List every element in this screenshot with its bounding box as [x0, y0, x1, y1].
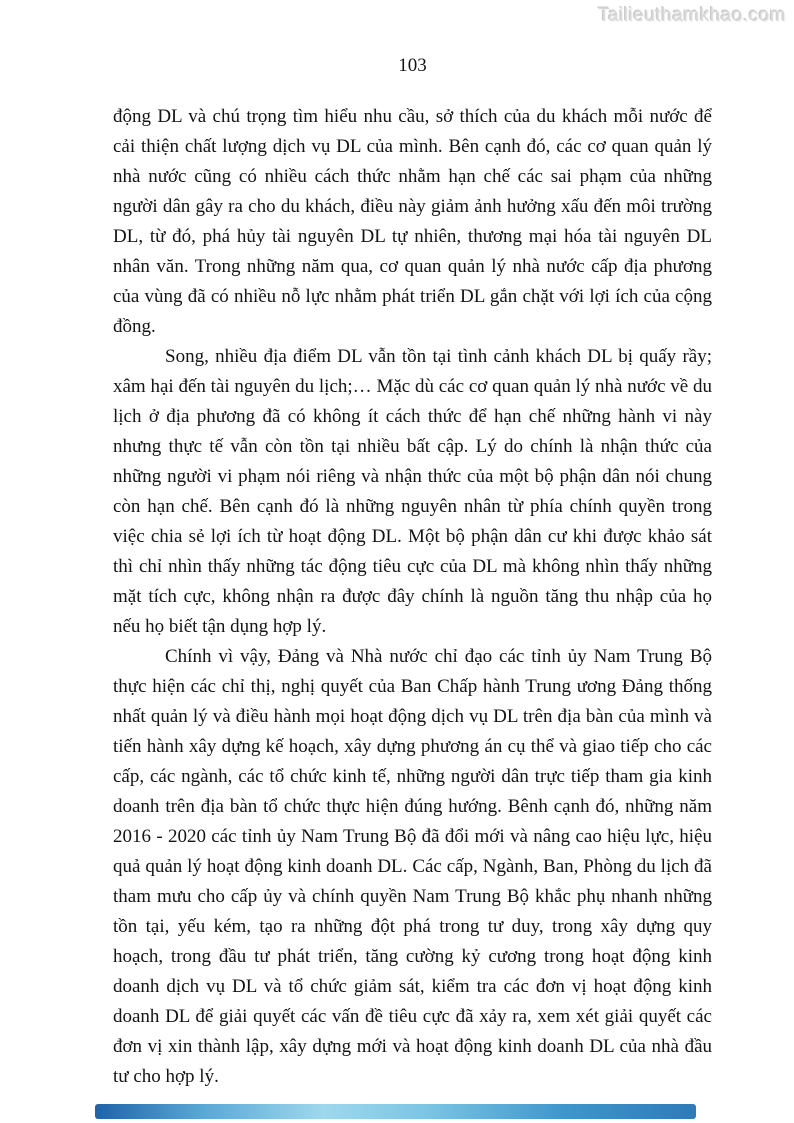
body-paragraph: động DL và chú trọng tìm hiểu nhu cầu, sở thích của du khách mỗi nước để cải thiện chất lượng dịch vụ DL của mình. Bên cạnh đó, các cơ quan quản lý nhà nước cũng có nhiều cách thức nhằm hạn chế các sai phạm của những người dân gây ra cho du khách, điều này giảm ảnh hưởng xấu đến môi trường DL, từ đó, phá hủy tài nguyên DL tự nhiên, thương mại hóa tài nguyên DL nhân văn. Trong những năm qua, cơ quan quản lý nhà nước cấp địa phương của vùng đã có nhiều nỗ lực nhằm phát triển DL gắn chặt với lợi ích của cộng đồng. [113, 106, 712, 337]
body-paragraph: Chính vì vậy, Đảng và Nhà nước chỉ đạo các tỉnh ủy Nam Trung Bộ thực hiện các chỉ thị, nghị quyết của Ban Chấp hành Trung ương Đảng thống nhất quản lý và điều hành mọi hoạt động dịch vụ DL trên địa bàn của mình và tiến hành xây dựng kế hoạch, xây dựng phương án cụ thể và giao tiếp cho các cấp, các ngành, các tổ chức kinh tế, những người dân trực tiếp tham gia kinh doanh trên địa bàn tổ chức thực hiện đúng hướng. Bênh cạnh đó, những năm 2016 - 2020 các tỉnh ủy Nam Trung Bộ đã đổi mới và nâng cao hiệu lực, hiệu quả quản lý hoạt động kinh doanh DL. Các cấp, Ngành, Ban, Phòng du lịch đã tham mưu cho cấp ủy và chính quyền Nam Trung Bộ khắc phụ nhanh những tồn tại, yếu kém, tạo ra những đột phá trong tư duy, trong xây dựng quy hoạch, trong đầu tư phát triển, tăng cường kỷ cương trong hoạt động kinh doanh dịch vụ DL và tổ chức giảm sát, kiểm tra các đơn vị hoạt động kinh doanh DL để giải quyết các vấn đề tiêu cực đã xảy ra, xem xét giải quyết các đơn vị xin thành lập, xây dựng mới và hoạt động kinh doanh DL của nhà đầu tư cho hợp lý. [113, 646, 712, 1087]
page-number: 103 [398, 55, 427, 76]
document-body [113, 102, 712, 1092]
footer-decoration-bar [95, 1104, 696, 1119]
body-paragraph: Song, nhiều địa điểm DL vẫn tồn tại tình cảnh khách DL bị quấy rầy; xâm hại đến tài nguyên du lịch;… Mặc dù các cơ quan quản lý nhà nước về du lịch ở địa phương đã có không ít cách thức để hạn chế những hành vi này nhưng thực tế vẫn còn tồn tại nhiều bất cập. Lý do chính là nhận thức của những người vi phạm nói riêng và nhận thức của một bộ phận dân nói chung còn hạn chế. Bên cạnh đó là những nguyên nhân từ phía chính quyền trong việc chia sẻ lợi ích từ hoạt động DL. Một bộ phận dân cư khi được khảo sát thì chỉ nhìn thấy những tác động tiêu cực của DL mà không nhìn thấy những mặt tích cực, không nhận ra được đây chính là nguồn tăng thu nhập của họ nếu họ biết tận dụng hợp lý. [113, 346, 712, 637]
site-watermark: Tailieuthamkhao.com [598, 5, 786, 26]
